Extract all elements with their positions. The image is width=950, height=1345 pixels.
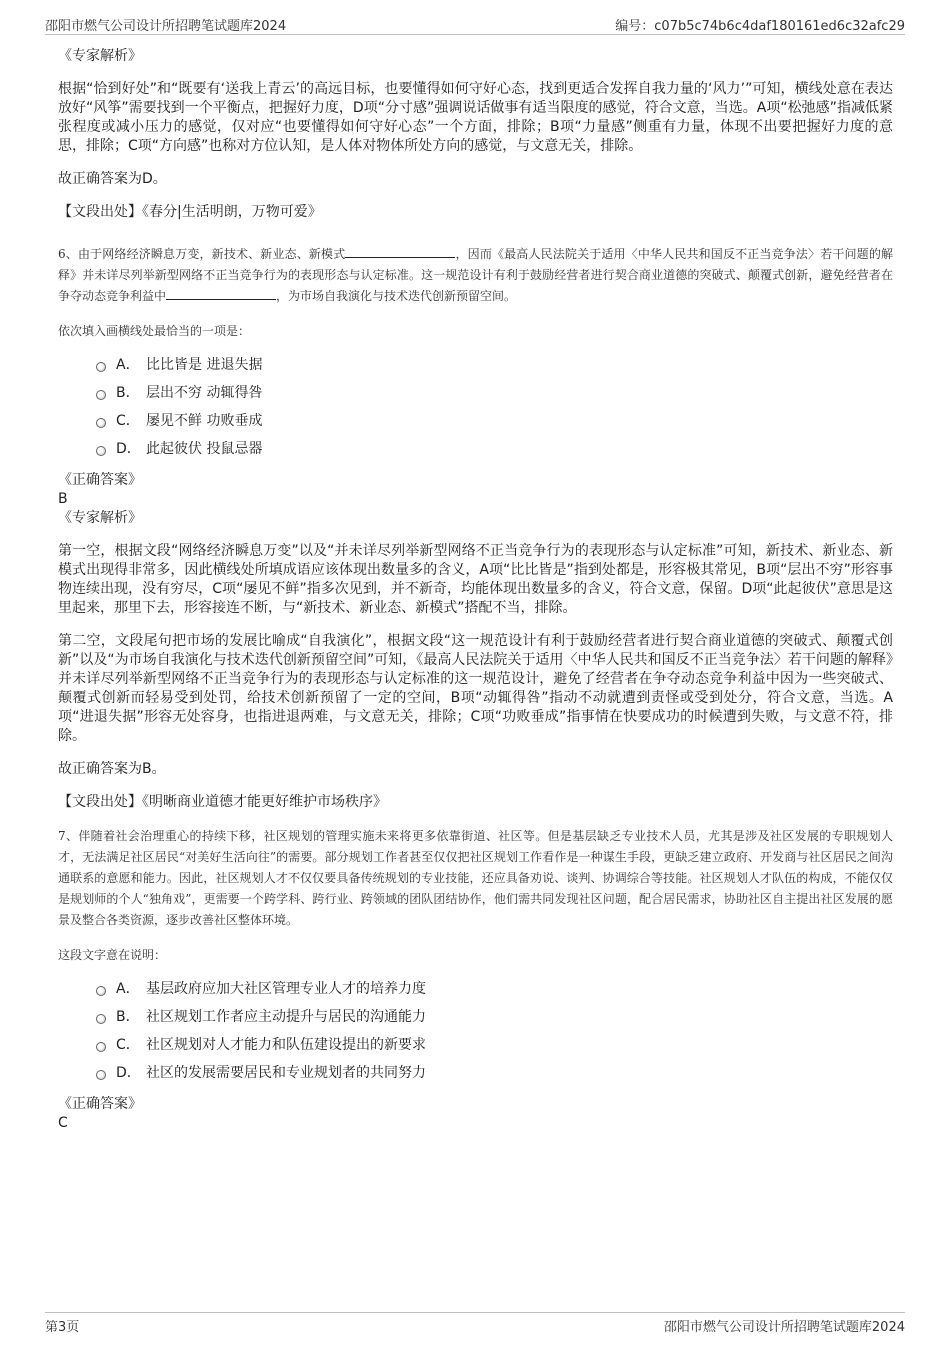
page-header [45, 12, 905, 35]
radio-icon[interactable] [96, 362, 106, 372]
correct-answer: B [58, 491, 68, 507]
document-code: 编号：c07b5c74b6c4daf180161ed6c32afc29 [615, 19, 905, 34]
fill-blank-2 [166, 287, 276, 300]
radio-icon[interactable] [96, 1014, 106, 1024]
expert-analysis-text: 第二空，文段尾句把市场的发展比喻成“自我演化”，根据文段“这一规范设计有利于鼓励经营者进行契合商业道德的突破式、颠覆式创新”以及“为市场自我演化与技术迭代创新预留空间”可知，《最高人民法院关于适用〈中华人民共和国反不正当竞争法〉若干问题的解释》并未详尽列举新型网络不正当竞争行为的表现形态与认定标准的这一规范设计，避免了经营者在争夺动态竞争利益中因为一些突破式、颠覆式创新而轻易受到处罚，给技术创新预留了一定的空间，B项“动辄得咎”指动不动就遭到责怪或受到处分，符合文意，当选。A项“进退失据”形容无处容身，也指进退两难，与文意无关，排除；C项“功败垂成”指事情在快要成功的时候遭到失败，与文意不符，排除。 [58, 633, 893, 744]
page-footer [45, 1312, 905, 1335]
answer-conclusion: 故正确答案为D。 [58, 171, 167, 187]
option-a[interactable]: A． 基层政府应加大社区管理专业人才的培养力度 [96, 974, 893, 1002]
question-6-options [96, 350, 893, 462]
expert-analysis-label: 《专家解析》 [58, 510, 142, 526]
radio-icon[interactable] [96, 1070, 106, 1080]
radio-icon[interactable] [96, 418, 106, 428]
radio-icon[interactable] [96, 390, 106, 400]
question-7-stem: 7、伴随着社会治理重心的持续下移，社区规划的管理实施未来将更多依靠街道、社区等。但是基层缺乏专业技术人员，尤其是涉及社区发展的专职规划人才，无法满足社区居民“对美好生活向往”的需要。部分规划工作者甚至仅仅把社区规划工作看作是一种谋生手段，更缺乏建立政府、开发商与社区居民之间沟通联系的意愿和能力。因此，社区规划人才不仅仅要具备传统规划的专业技能，还应具备劝说、谈判、协调综合等技能。社区规划人才队伍的构成，不能仅仅是规划师的个人“独角戏”，更需要一个跨学科、跨行业、跨领域的团队团结协作，他们需共同发现社区问题，配合居民需求，协助社区自主提出社区发展的愿景及整合各类资源，逐步改善社区整体环境。 [58, 829, 893, 927]
question-7-options [96, 974, 893, 1086]
expert-analysis-text: 第一空，根据文段“网络经济瞬息万变”以及“并未详尽列举新型网络不正当竞争行为的表现形态与认定标准”可知，新技术、新业态、新模式出现得非常多，因此横线处所填成语应该体现出数量多的含义，A项“比比皆是”指到处都是，形容极其常见，B项“层出不穷”形容事物连续出现，没有穷尽，C项“屡见不鲜”指多次见到，并不新奇，均能体现出数量多的含义，符合文意，保留。D项“此起彼伏”意思是这里起来，那里下去，形容接连不断，与“新技术、新业态、新模式”搭配不当，排除。 [58, 543, 893, 616]
option-b[interactable]: B． 社区规划工作者应主动提升与居民的沟通能力 [96, 1002, 893, 1030]
option-d[interactable]: D． 此起彼伏 投鼠忌器 [96, 434, 893, 462]
page-content [58, 46, 893, 1132]
option-b[interactable]: B． 层出不穷 动辄得咎 [96, 378, 893, 406]
question-7-prompt: 这段文字意在说明： [58, 948, 167, 962]
option-d[interactable]: D． 社区的发展需要居民和专业规划者的共同努力 [96, 1058, 893, 1086]
page-number: 第3页 [45, 1320, 80, 1335]
correct-answer-label: 《正确答案》 [58, 1096, 142, 1112]
correct-answer: C [58, 1115, 68, 1131]
radio-icon[interactable] [96, 446, 106, 456]
fill-blank-1 [345, 245, 455, 258]
correct-answer-label: 《正确答案》 [58, 472, 142, 488]
option-c[interactable]: C． 社区规划对人才能力和队伍建设提出的新要求 [96, 1030, 893, 1058]
passage-source: 【文段出处】《春分|生活明朗，万物可爱》 [58, 204, 322, 220]
radio-icon[interactable] [96, 986, 106, 996]
expert-analysis-text: 根据“恰到好处”和“既要有‘送我上青云’的高远目标，也要懂得如何守好心态，找到更适合发挥自我力量的‘风力’”可知，横线处意在表达放好“风筝”需要找到一个平衡点，把握好力度，D项“分寸感”强调说话做事有适当限度的感觉，符合文意，当选。A项“松弛感”指减低紧张程度或减小压力的感觉，仅对应“也要懂得如何守好心态”一个方面，排除；B项“力量感”侧重有力量，体现不出要把握好力度的意思，排除；C项“方向感”也称对方位认知，是人体对物体所处方向的感觉，与文意无关，排除。 [58, 81, 893, 154]
answer-conclusion: 故正确答案为B。 [58, 761, 166, 777]
option-a[interactable]: A． 比比皆是 进退失据 [96, 350, 893, 378]
expert-analysis-label: 《专家解析》 [58, 48, 142, 64]
question-6-stem: 6、由于网络经济瞬息万变，新技术、新业态、新模式 ，因而《最高人民法院关于适用〈中华人民共和国反不正当竞争法〉若干问题的解释》并未详尽列举新型网络不正当竞争行为的表现形态与认定标准。这一规范设计有利于鼓励经营者进行契合商业道德的突破式、颠覆式创新，避免经营者在争夺动态竞争利益中 ，为市场自我演化与技术迭代创新预留空间。 [58, 247, 893, 303]
header-title: 邵阳市燃气公司设计所招聘笔试题库2024 [45, 19, 287, 34]
question-6-prompt: 依次填入画横线处最恰当的一项是： [58, 324, 251, 338]
footer-title: 邵阳市燃气公司设计所招聘笔试题库2024 [663, 1320, 905, 1335]
radio-icon[interactable] [96, 1042, 106, 1052]
passage-source: 【文段出处】《明晰商业道德才能更好维护市场秩序》 [58, 794, 387, 810]
option-c[interactable]: C． 屡见不鲜 功败垂成 [96, 406, 893, 434]
